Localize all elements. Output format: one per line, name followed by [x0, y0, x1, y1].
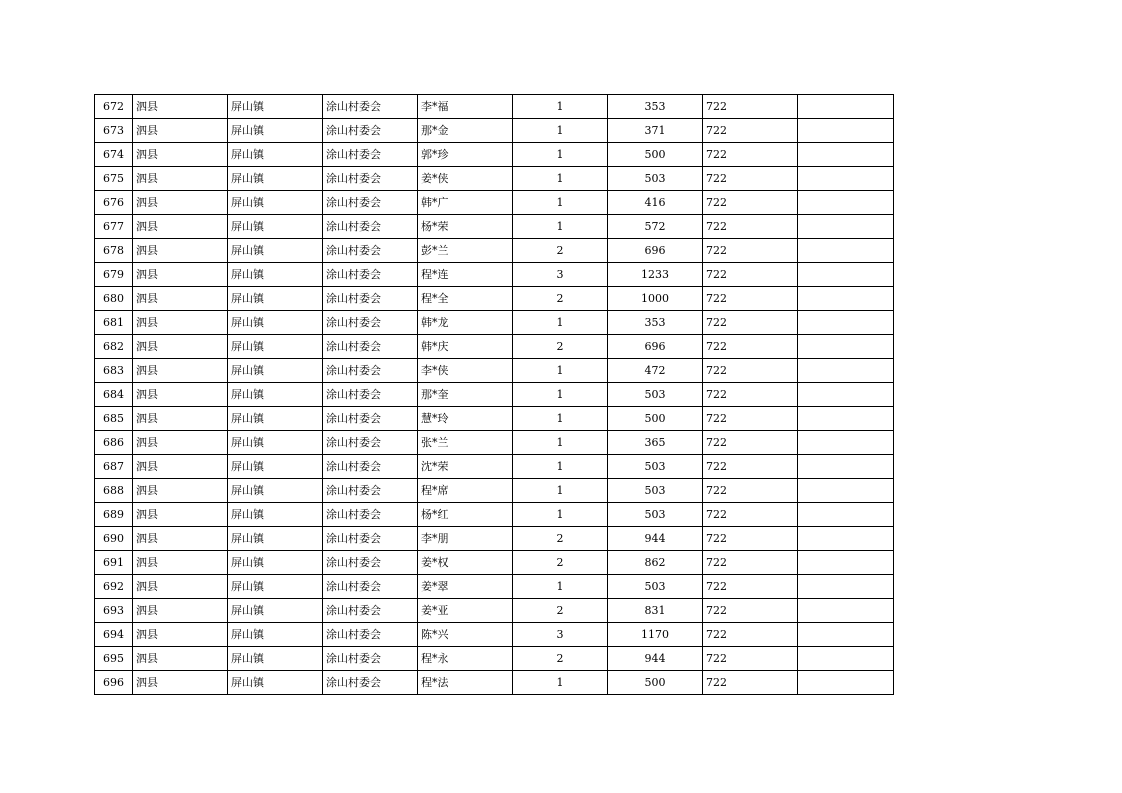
cell-town: 屏山镇 — [228, 167, 323, 191]
cell-name: 杨*红 — [418, 503, 513, 527]
cell-index: 678 — [95, 239, 133, 263]
cell-county: 泗县 — [133, 215, 228, 239]
cell-note — [798, 431, 894, 455]
cell-county: 泗县 — [133, 575, 228, 599]
cell-amount: 572 — [608, 215, 703, 239]
cell-county: 泗县 — [133, 479, 228, 503]
cell-note — [798, 407, 894, 431]
cell-county: 泗县 — [133, 143, 228, 167]
cell-name: 那*金 — [418, 119, 513, 143]
cell-note — [798, 287, 894, 311]
cell-town: 屏山镇 — [228, 239, 323, 263]
cell-town: 屏山镇 — [228, 191, 323, 215]
table-row — [95, 191, 894, 215]
cell-household-size: 2 — [513, 239, 608, 263]
cell-note — [798, 599, 894, 623]
cell-standard: 722 — [703, 191, 798, 215]
cell-standard: 722 — [703, 311, 798, 335]
table-row — [95, 119, 894, 143]
cell-standard: 722 — [703, 335, 798, 359]
cell-standard: 722 — [703, 407, 798, 431]
cell-note — [798, 95, 894, 119]
cell-county: 泗县 — [133, 527, 228, 551]
cell-note — [798, 671, 894, 695]
cell-household-size: 1 — [513, 431, 608, 455]
cell-household-size: 1 — [513, 119, 608, 143]
cell-village: 涂山村委会 — [323, 455, 418, 479]
cell-note — [798, 383, 894, 407]
cell-household-size: 1 — [513, 455, 608, 479]
cell-amount: 503 — [608, 575, 703, 599]
cell-index: 693 — [95, 599, 133, 623]
cell-amount: 472 — [608, 359, 703, 383]
cell-county: 泗县 — [133, 359, 228, 383]
cell-county: 泗县 — [133, 191, 228, 215]
cell-village: 涂山村委会 — [323, 359, 418, 383]
table-row — [95, 551, 894, 575]
cell-household-size: 1 — [513, 191, 608, 215]
cell-amount: 1000 — [608, 287, 703, 311]
cell-name: 姜*翠 — [418, 575, 513, 599]
cell-household-size: 1 — [513, 359, 608, 383]
cell-note — [798, 527, 894, 551]
cell-county: 泗县 — [133, 671, 228, 695]
table-row — [95, 359, 894, 383]
cell-household-size: 2 — [513, 599, 608, 623]
data-table — [94, 94, 894, 695]
cell-amount: 696 — [608, 239, 703, 263]
cell-note — [798, 143, 894, 167]
cell-standard: 722 — [703, 479, 798, 503]
cell-town: 屏山镇 — [228, 551, 323, 575]
cell-household-size: 2 — [513, 335, 608, 359]
cell-town: 屏山镇 — [228, 95, 323, 119]
cell-standard: 722 — [703, 503, 798, 527]
cell-name: 沈*荣 — [418, 455, 513, 479]
table-row — [95, 95, 894, 119]
cell-note — [798, 311, 894, 335]
cell-village: 涂山村委会 — [323, 575, 418, 599]
cell-village: 涂山村委会 — [323, 335, 418, 359]
cell-note — [798, 623, 894, 647]
cell-amount: 1170 — [608, 623, 703, 647]
cell-village: 涂山村委会 — [323, 215, 418, 239]
cell-amount: 503 — [608, 167, 703, 191]
cell-standard: 722 — [703, 599, 798, 623]
cell-village: 涂山村委会 — [323, 599, 418, 623]
table-row — [95, 575, 894, 599]
cell-name: 李*福 — [418, 95, 513, 119]
cell-note — [798, 455, 894, 479]
cell-town: 屏山镇 — [228, 671, 323, 695]
cell-household-size: 1 — [513, 407, 608, 431]
cell-village: 涂山村委会 — [323, 647, 418, 671]
cell-note — [798, 215, 894, 239]
cell-village: 涂山村委会 — [323, 479, 418, 503]
cell-town: 屏山镇 — [228, 335, 323, 359]
cell-name: 姜*亚 — [418, 599, 513, 623]
table-row — [95, 311, 894, 335]
cell-index: 695 — [95, 647, 133, 671]
cell-village: 涂山村委会 — [323, 671, 418, 695]
cell-standard: 722 — [703, 431, 798, 455]
cell-index: 692 — [95, 575, 133, 599]
cell-town: 屏山镇 — [228, 383, 323, 407]
cell-village: 涂山村委会 — [323, 311, 418, 335]
cell-note — [798, 359, 894, 383]
cell-county: 泗县 — [133, 119, 228, 143]
cell-county: 泗县 — [133, 263, 228, 287]
cell-town: 屏山镇 — [228, 215, 323, 239]
cell-standard: 722 — [703, 575, 798, 599]
cell-village: 涂山村委会 — [323, 383, 418, 407]
cell-household-size: 1 — [513, 95, 608, 119]
cell-name: 陈*兴 — [418, 623, 513, 647]
cell-amount: 500 — [608, 143, 703, 167]
cell-household-size: 1 — [513, 503, 608, 527]
cell-index: 681 — [95, 311, 133, 335]
cell-name: 慧*玲 — [418, 407, 513, 431]
cell-county: 泗县 — [133, 623, 228, 647]
cell-county: 泗县 — [133, 551, 228, 575]
cell-town: 屏山镇 — [228, 503, 323, 527]
cell-index: 689 — [95, 503, 133, 527]
cell-standard: 722 — [703, 527, 798, 551]
cell-standard: 722 — [703, 671, 798, 695]
cell-name: 程*连 — [418, 263, 513, 287]
cell-index: 688 — [95, 479, 133, 503]
cell-standard: 722 — [703, 239, 798, 263]
cell-index: 682 — [95, 335, 133, 359]
cell-amount: 944 — [608, 647, 703, 671]
cell-town: 屏山镇 — [228, 311, 323, 335]
cell-town: 屏山镇 — [228, 431, 323, 455]
cell-county: 泗县 — [133, 311, 228, 335]
cell-town: 屏山镇 — [228, 455, 323, 479]
cell-village: 涂山村委会 — [323, 623, 418, 647]
table-row — [95, 335, 894, 359]
cell-amount: 416 — [608, 191, 703, 215]
cell-county: 泗县 — [133, 335, 228, 359]
cell-standard: 722 — [703, 359, 798, 383]
cell-note — [798, 239, 894, 263]
cell-standard: 722 — [703, 623, 798, 647]
cell-name: 姜*权 — [418, 551, 513, 575]
cell-village: 涂山村委会 — [323, 527, 418, 551]
table-row — [95, 167, 894, 191]
cell-county: 泗县 — [133, 95, 228, 119]
cell-town: 屏山镇 — [228, 359, 323, 383]
cell-county: 泗县 — [133, 383, 228, 407]
cell-amount: 371 — [608, 119, 703, 143]
cell-note — [798, 167, 894, 191]
cell-standard: 722 — [703, 551, 798, 575]
cell-note — [798, 647, 894, 671]
table-row — [95, 215, 894, 239]
cell-standard: 722 — [703, 143, 798, 167]
cell-town: 屏山镇 — [228, 623, 323, 647]
cell-village: 涂山村委会 — [323, 407, 418, 431]
cell-household-size: 1 — [513, 671, 608, 695]
table-row — [95, 263, 894, 287]
cell-village: 涂山村委会 — [323, 503, 418, 527]
table-row — [95, 239, 894, 263]
cell-name: 姜*侠 — [418, 167, 513, 191]
cell-amount: 365 — [608, 431, 703, 455]
cell-index: 677 — [95, 215, 133, 239]
cell-village: 涂山村委会 — [323, 95, 418, 119]
cell-name: 韩*广 — [418, 191, 513, 215]
cell-amount: 862 — [608, 551, 703, 575]
cell-household-size: 1 — [513, 143, 608, 167]
cell-index: 674 — [95, 143, 133, 167]
table-row — [95, 455, 894, 479]
cell-amount: 503 — [608, 383, 703, 407]
table-row — [95, 407, 894, 431]
cell-village: 涂山村委会 — [323, 167, 418, 191]
cell-county: 泗县 — [133, 239, 228, 263]
cell-amount: 1233 — [608, 263, 703, 287]
cell-amount: 500 — [608, 407, 703, 431]
cell-note — [798, 191, 894, 215]
cell-village: 涂山村委会 — [323, 191, 418, 215]
table-row — [95, 527, 894, 551]
cell-household-size: 2 — [513, 551, 608, 575]
cell-index: 673 — [95, 119, 133, 143]
cell-name: 那*奎 — [418, 383, 513, 407]
cell-note — [798, 119, 894, 143]
cell-village: 涂山村委会 — [323, 119, 418, 143]
cell-amount: 500 — [608, 671, 703, 695]
cell-amount: 503 — [608, 455, 703, 479]
cell-town: 屏山镇 — [228, 263, 323, 287]
cell-index: 687 — [95, 455, 133, 479]
cell-name: 韩*庆 — [418, 335, 513, 359]
cell-amount: 503 — [608, 503, 703, 527]
cell-household-size: 2 — [513, 647, 608, 671]
cell-standard: 722 — [703, 383, 798, 407]
cell-index: 679 — [95, 263, 133, 287]
table-row — [95, 647, 894, 671]
cell-household-size: 1 — [513, 167, 608, 191]
cell-name: 程*全 — [418, 287, 513, 311]
cell-county: 泗县 — [133, 431, 228, 455]
cell-town: 屏山镇 — [228, 287, 323, 311]
cell-index: 694 — [95, 623, 133, 647]
cell-name: 李*侠 — [418, 359, 513, 383]
cell-town: 屏山镇 — [228, 143, 323, 167]
cell-name: 李*朋 — [418, 527, 513, 551]
cell-town: 屏山镇 — [228, 647, 323, 671]
cell-index: 690 — [95, 527, 133, 551]
cell-town: 屏山镇 — [228, 407, 323, 431]
cell-note — [798, 503, 894, 527]
cell-standard: 722 — [703, 95, 798, 119]
cell-standard: 722 — [703, 263, 798, 287]
cell-household-size: 3 — [513, 263, 608, 287]
cell-name: 韩*龙 — [418, 311, 513, 335]
cell-name: 张*兰 — [418, 431, 513, 455]
cell-index: 685 — [95, 407, 133, 431]
cell-village: 涂山村委会 — [323, 143, 418, 167]
cell-note — [798, 335, 894, 359]
cell-household-size: 2 — [513, 287, 608, 311]
table-row — [95, 143, 894, 167]
cell-name: 杨*荣 — [418, 215, 513, 239]
cell-index: 680 — [95, 287, 133, 311]
cell-town: 屏山镇 — [228, 575, 323, 599]
cell-name: 程*法 — [418, 671, 513, 695]
cell-county: 泗县 — [133, 503, 228, 527]
cell-county: 泗县 — [133, 287, 228, 311]
table-row — [95, 599, 894, 623]
cell-amount: 696 — [608, 335, 703, 359]
cell-county: 泗县 — [133, 167, 228, 191]
cell-index: 686 — [95, 431, 133, 455]
cell-name: 彭*兰 — [418, 239, 513, 263]
cell-name: 程*席 — [418, 479, 513, 503]
cell-standard: 722 — [703, 647, 798, 671]
cell-index: 676 — [95, 191, 133, 215]
cell-standard: 722 — [703, 455, 798, 479]
cell-village: 涂山村委会 — [323, 263, 418, 287]
table-row — [95, 623, 894, 647]
cell-town: 屏山镇 — [228, 119, 323, 143]
cell-household-size: 1 — [513, 215, 608, 239]
cell-household-size: 1 — [513, 311, 608, 335]
cell-amount: 353 — [608, 95, 703, 119]
cell-town: 屏山镇 — [228, 479, 323, 503]
table-row — [95, 287, 894, 311]
cell-standard: 722 — [703, 119, 798, 143]
cell-household-size: 2 — [513, 527, 608, 551]
cell-county: 泗县 — [133, 599, 228, 623]
cell-county: 泗县 — [133, 647, 228, 671]
cell-amount: 944 — [608, 527, 703, 551]
cell-household-size: 1 — [513, 479, 608, 503]
cell-village: 涂山村委会 — [323, 239, 418, 263]
table-row — [95, 479, 894, 503]
cell-household-size: 1 — [513, 383, 608, 407]
cell-village: 涂山村委会 — [323, 287, 418, 311]
cell-amount: 831 — [608, 599, 703, 623]
cell-note — [798, 575, 894, 599]
table-body — [95, 95, 894, 695]
cell-amount: 503 — [608, 479, 703, 503]
table-row — [95, 503, 894, 527]
cell-note — [798, 551, 894, 575]
cell-household-size: 1 — [513, 575, 608, 599]
cell-village: 涂山村委会 — [323, 551, 418, 575]
cell-household-size: 3 — [513, 623, 608, 647]
cell-county: 泗县 — [133, 407, 228, 431]
cell-town: 屏山镇 — [228, 527, 323, 551]
cell-note — [798, 479, 894, 503]
cell-standard: 722 — [703, 287, 798, 311]
cell-name: 程*永 — [418, 647, 513, 671]
cell-amount: 353 — [608, 311, 703, 335]
cell-index: 684 — [95, 383, 133, 407]
table-row — [95, 671, 894, 695]
cell-town: 屏山镇 — [228, 599, 323, 623]
cell-note — [798, 263, 894, 287]
cell-index: 675 — [95, 167, 133, 191]
cell-standard: 722 — [703, 215, 798, 239]
cell-village: 涂山村委会 — [323, 431, 418, 455]
cell-name: 郭*珍 — [418, 143, 513, 167]
cell-index: 696 — [95, 671, 133, 695]
cell-index: 683 — [95, 359, 133, 383]
table-row — [95, 383, 894, 407]
cell-standard: 722 — [703, 167, 798, 191]
table-row — [95, 431, 894, 455]
cell-county: 泗县 — [133, 455, 228, 479]
cell-index: 691 — [95, 551, 133, 575]
cell-index: 672 — [95, 95, 133, 119]
